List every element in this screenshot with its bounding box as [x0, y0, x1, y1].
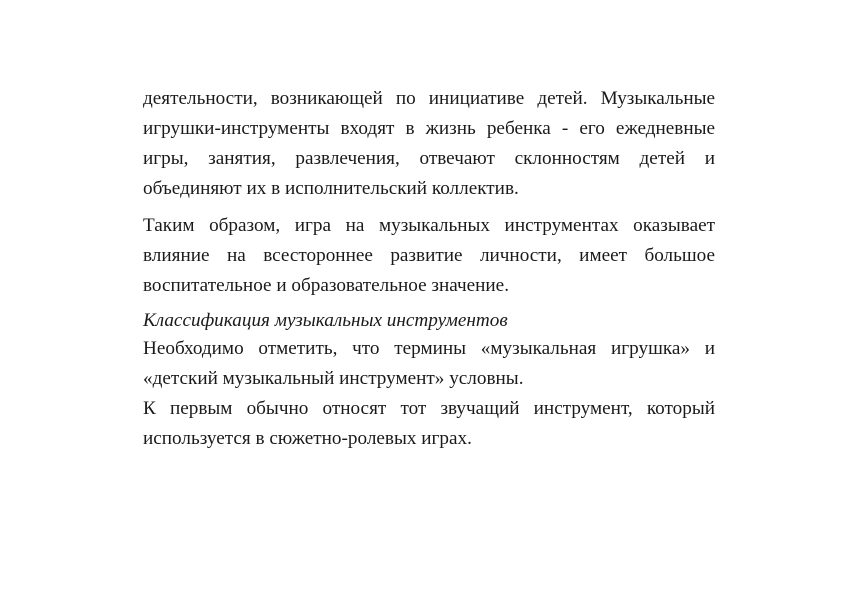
paragraph-conclusion: Таким образом, игра на музыкальных инструментах оказывает влияние на всестороннее развитие личности, имеет большое воспитательное и образовательное значение. [143, 215, 715, 296]
paragraph-musical-toys: деятельности, возникающей по инициативе детей. Музыкальные игрушки-инструменты входят в жизнь ребенка - его ежедневные игры, занятия, развлечения, отвечают склонностям детей и объединяют их в исполнительский коллектив. [143, 88, 715, 199]
section-heading-classification: Классификация музыкальных инструментов [143, 310, 508, 331]
paragraph-first-type: К первым обычно относят тот звучащий инструмент, который используется в сюжетно-ролевых играх. [143, 398, 715, 449]
paragraph-terms-conditional: Необходимо отметить, что термины «музыкальная игрушка» и «детский музыкальный инструмент» условны. [143, 338, 715, 389]
document-body [143, 84, 715, 454]
